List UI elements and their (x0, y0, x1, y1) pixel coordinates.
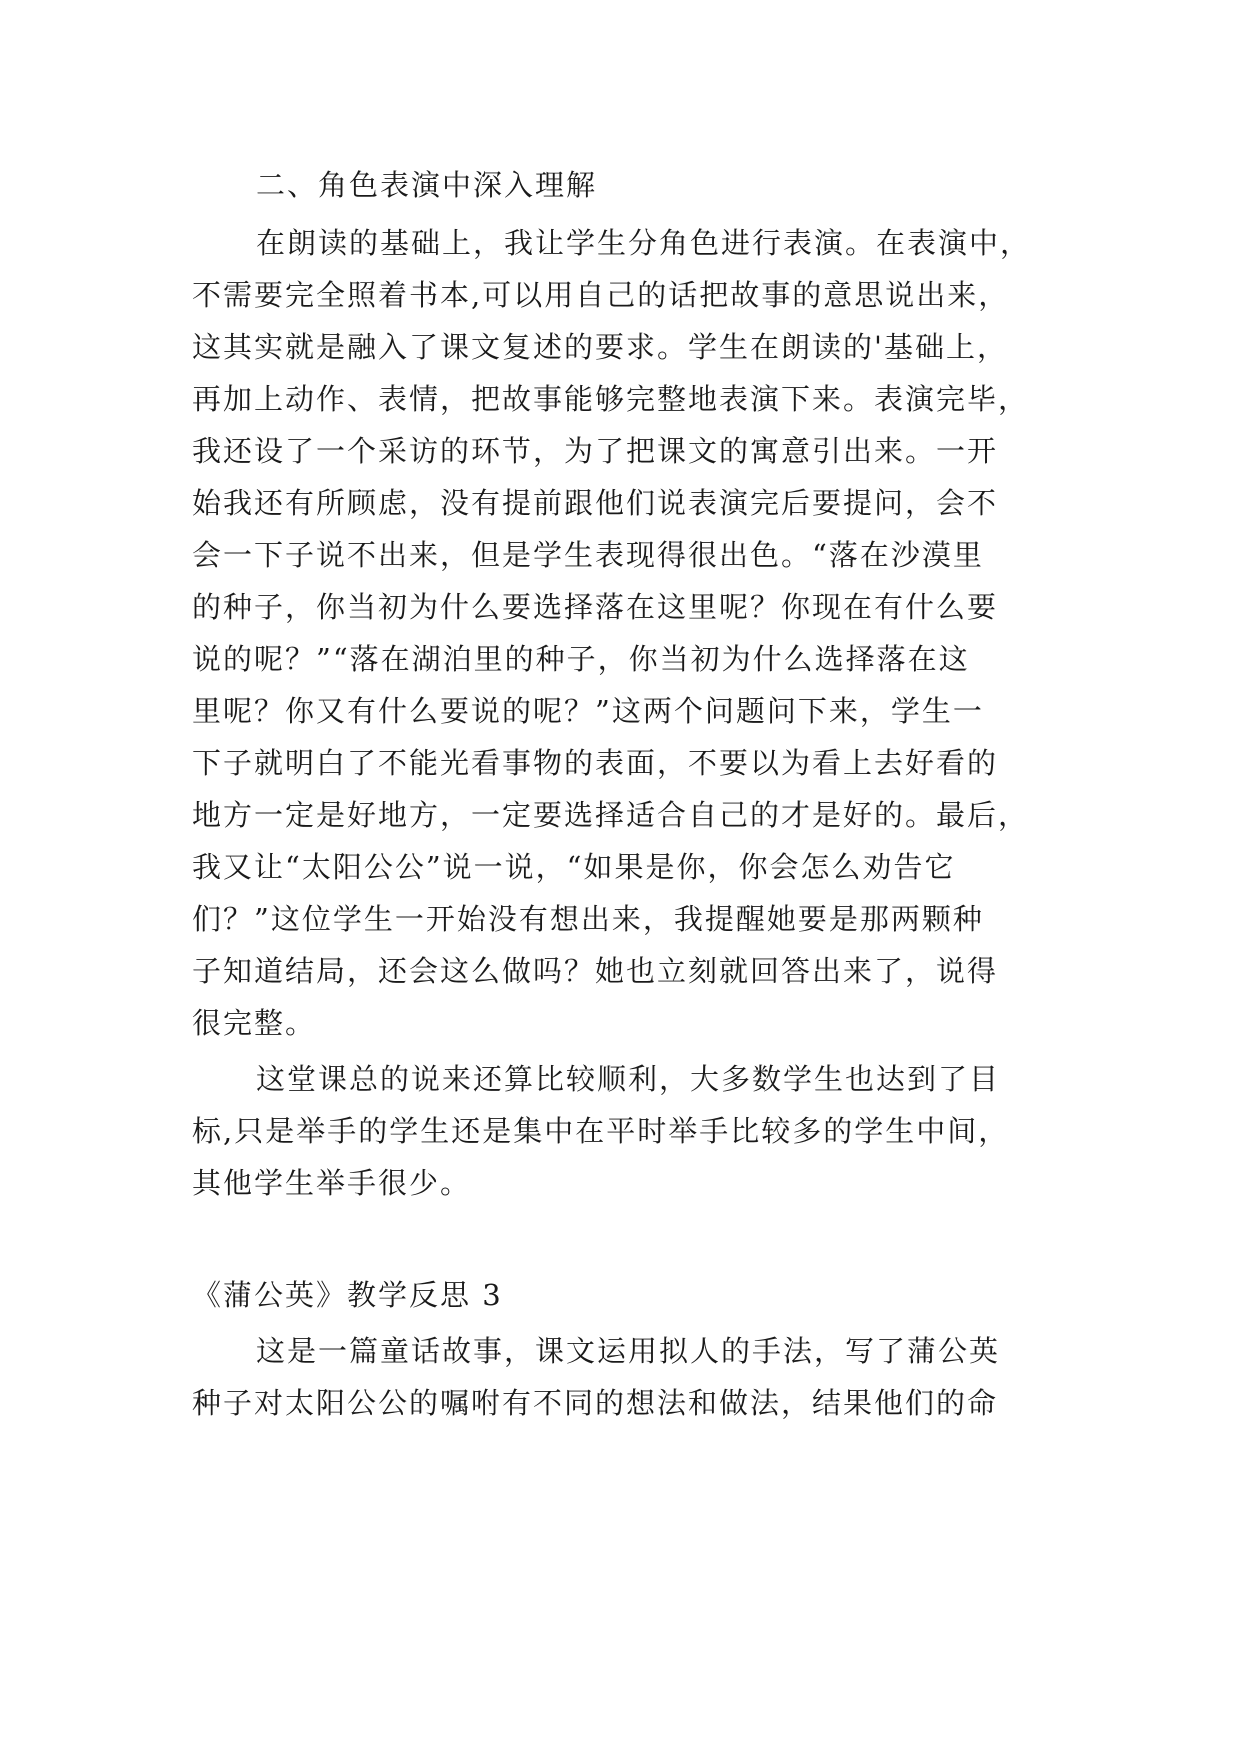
paragraph-line: 种子对太阳公公的嘱咐有不同的想法和做法，结果他们的命 (192, 1386, 999, 1420)
paragraph-line: 标,只是举手的学生还是集中在平时举手比较多的学生中间， (192, 1114, 1010, 1148)
paragraph-line: 的种子，你当初为什么要选择落在这里呢？你现在有什么要 (192, 590, 999, 624)
paragraph-line: 下子就明白了不能光看事物的表面，不要以为看上去好看的 (192, 746, 999, 780)
paragraph-line: 会一下子说不出来，但是学生表现得很出色。“落在沙漠里 (192, 538, 984, 572)
section-heading: 二、角色表演中深入理解 (256, 168, 598, 202)
paragraph-line: 地方一定是好地方，一定要选择适合自己的才是好的。最后， (192, 798, 1030, 832)
paragraph-line: 其他学生举手很少。 (192, 1166, 472, 1200)
paragraph-line: 说的呢？”“落在湖泊里的种子，你当初为什么选择落在这 (192, 642, 970, 676)
paragraph-line: 里呢？你又有什么要说的呢？”这两个问题问下来，学生一 (192, 694, 984, 728)
paragraph-line: 在朗读的基础上，我让学生分角色进行表演。在表演中， (256, 226, 1032, 260)
paragraph-line: 始我还有所顾虑，没有提前跟他们说表演完后要提问，会不 (192, 486, 999, 520)
paragraph-line: 们？”这位学生一开始没有想出来，我提醒她要是那两颗种 (192, 902, 984, 936)
paragraph-line: 我又让“太阳公公”说一说，“如果是你，你会怎么劝告它 (192, 850, 956, 884)
paragraph-line: 我还设了一个采访的环节，为了把课文的寓意引出来。一开 (192, 434, 999, 468)
paragraph-line: 这堂课总的说来还算比较顺利，大多数学生也达到了目 (256, 1062, 1001, 1096)
paragraph-line: 子知道结局，还会这么做吗？她也立刻就回答出来了，说得 (192, 954, 999, 988)
article-title: 《蒲公英》教学反思 3 (192, 1278, 503, 1312)
paragraph-line: 不需要完全照着书本,可以用自己的话把故事的意思说出来， (192, 278, 1010, 312)
paragraph-line: 再加上动作、表情，把故事能够完整地表演下来。表演完毕， (192, 382, 1030, 416)
paragraph-line: 很完整。 (192, 1006, 317, 1040)
paragraph-line: 这是一篇童话故事，课文运用拟人的手法，写了蒲公英 (256, 1334, 1001, 1368)
paragraph-line: 这其实就是融入了课文复述的要求。学生在朗读的'基础上， (192, 330, 1008, 364)
